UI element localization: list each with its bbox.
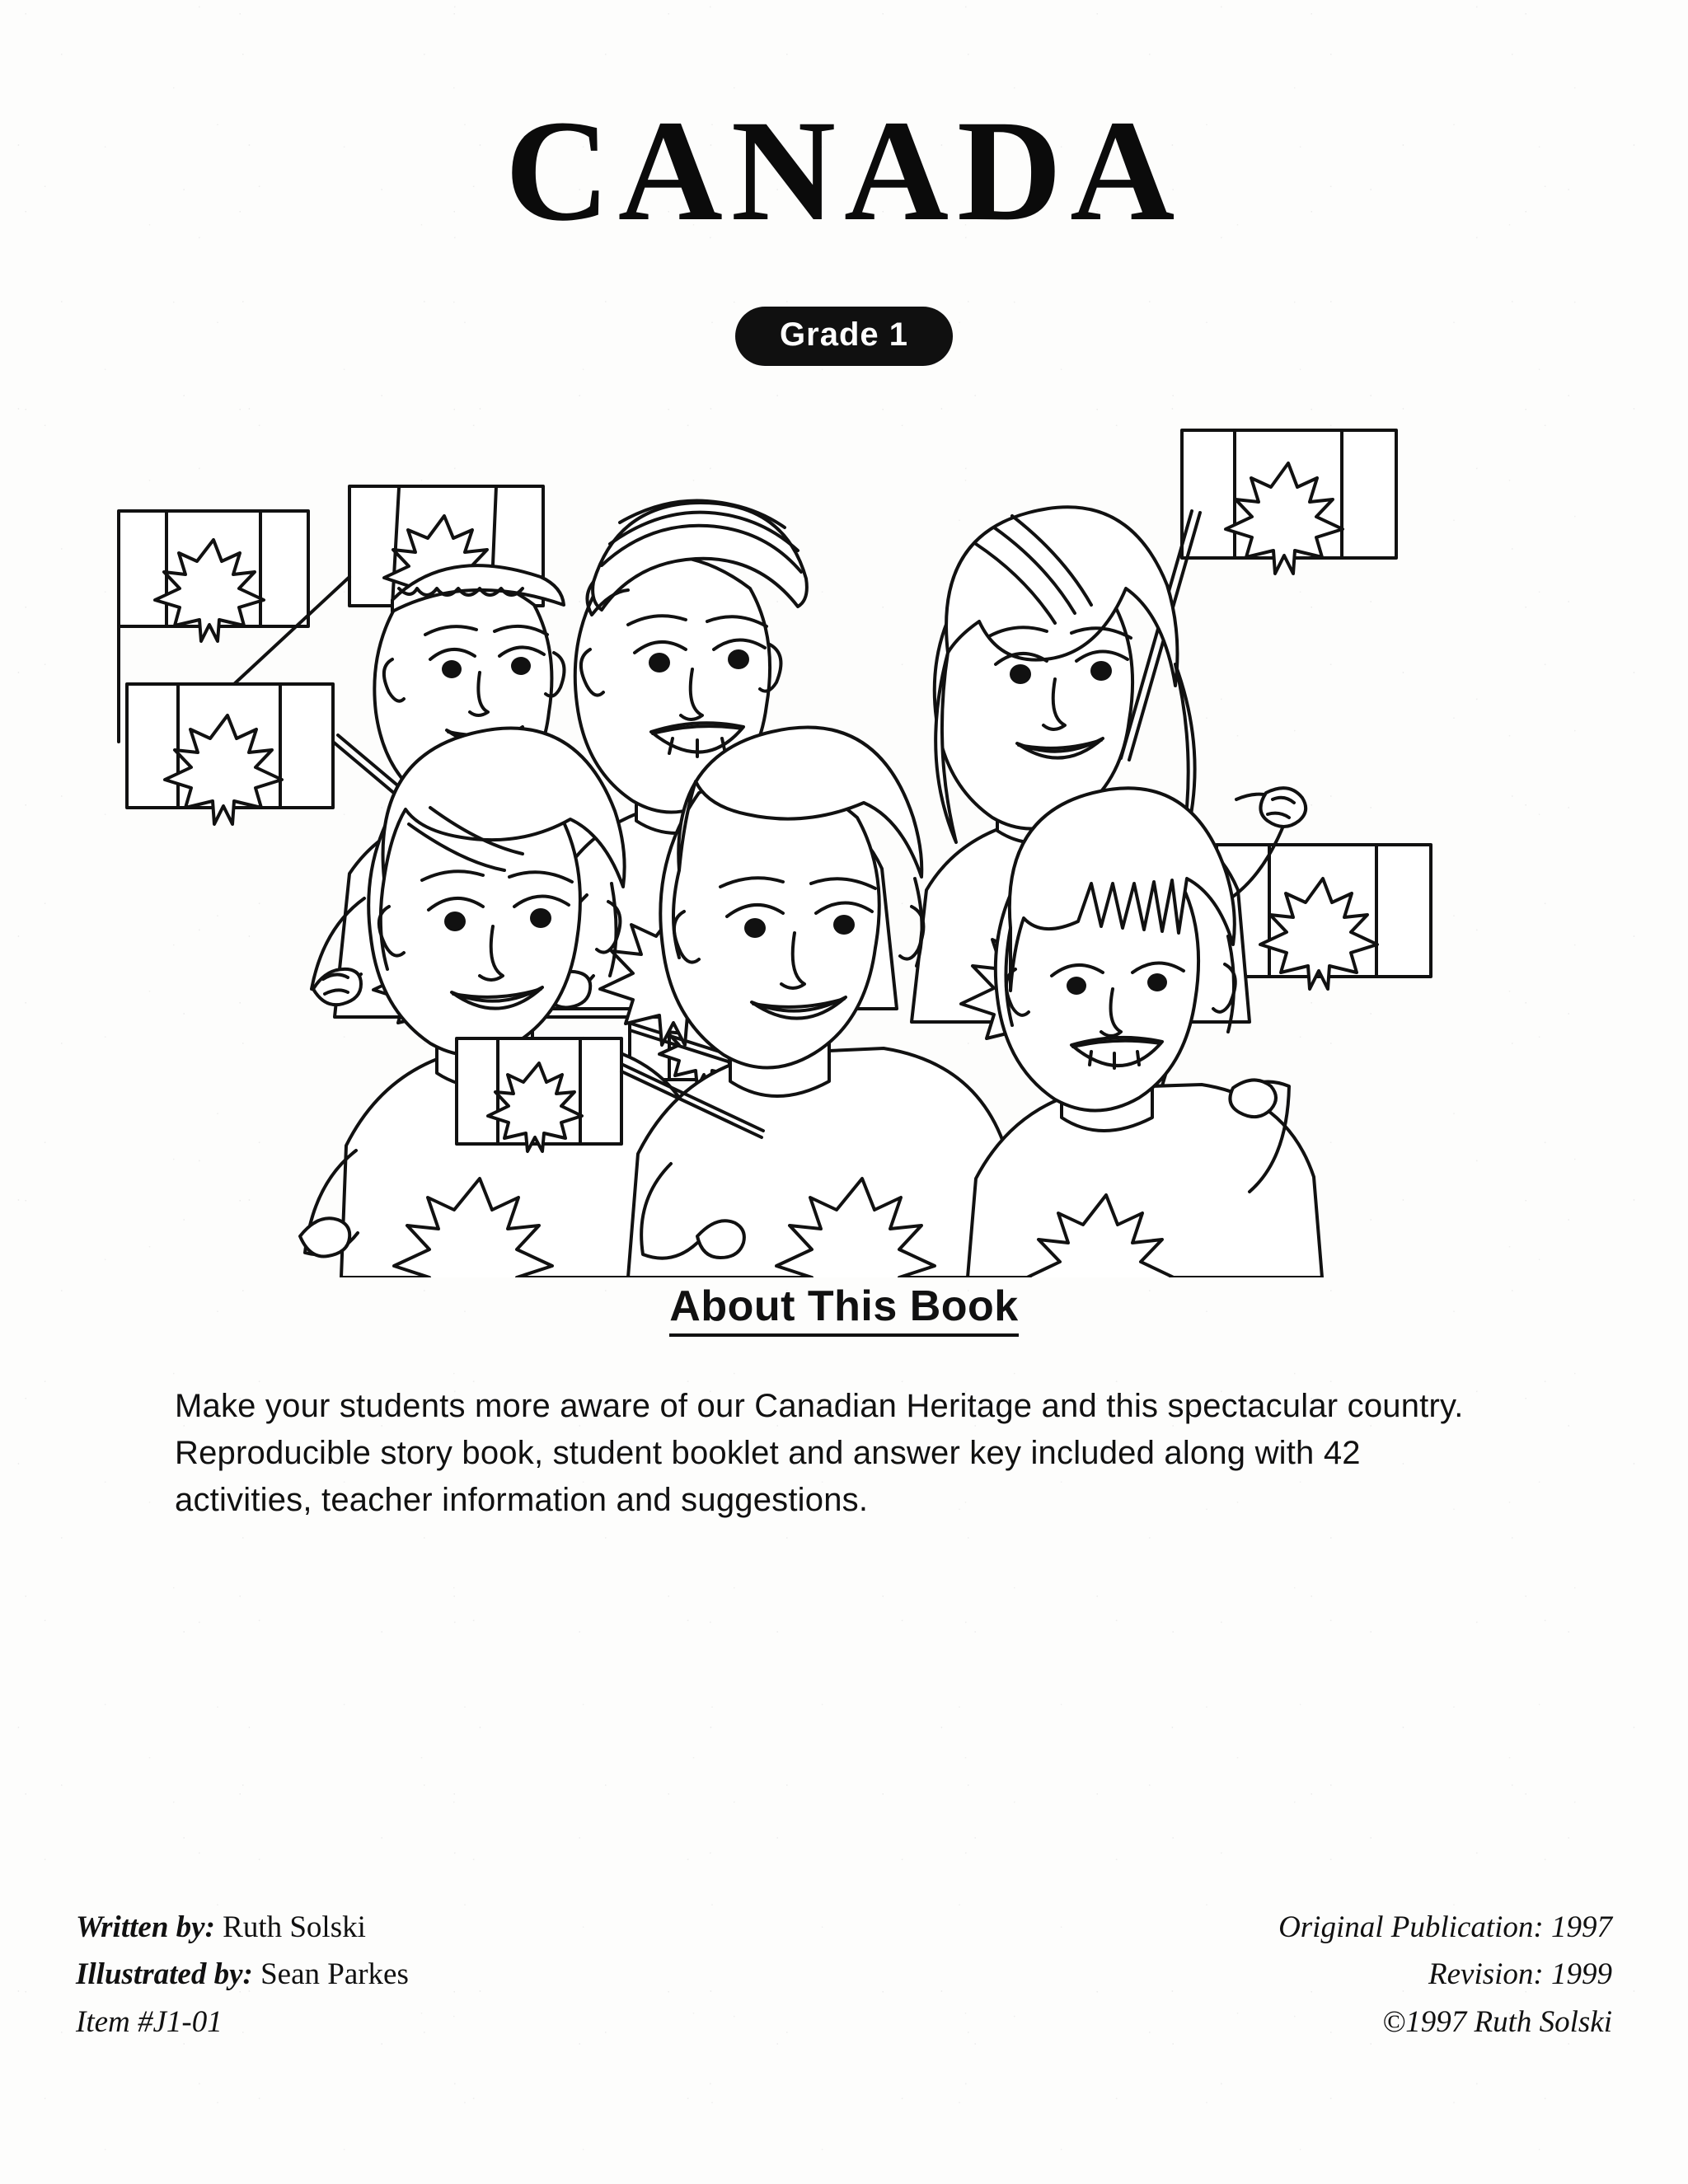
revision: Revision: 1999 (1428, 1957, 1612, 1992)
cover-illustration (102, 412, 1586, 1277)
written-by-line (76, 1904, 409, 1951)
about-this-book-text: Make your students more aware of our Canadian Heritage and this spectacular country. Reproducible story book, student booklet and answer key included along with 42 activities, teacher information and suggestions. (175, 1388, 1464, 1518)
written-by-value: Ruth Solski (223, 1910, 366, 1944)
page-title: CANADA (504, 91, 1184, 251)
copyright: ©1997 Ruth Solski (1382, 2004, 1612, 2039)
illustrated-by-value: Sean Parkes (260, 1957, 409, 1992)
illustrated-by-line (76, 1951, 409, 1998)
about-heading-text: About This Book (669, 1282, 1018, 1337)
item-number: Item #J1-01 (76, 2004, 223, 2039)
about-this-book-heading (0, 1282, 1688, 1331)
credits-block (76, 1904, 409, 2046)
grade-badge: Grade 1 (735, 307, 953, 366)
written-by-label: Written by: (76, 1910, 215, 1944)
original-publication: Original Publication: 1997 (1278, 1910, 1612, 1944)
publication-block (1278, 1904, 1612, 2046)
illustrated-by-label: Illustrated by: (76, 1957, 253, 1992)
